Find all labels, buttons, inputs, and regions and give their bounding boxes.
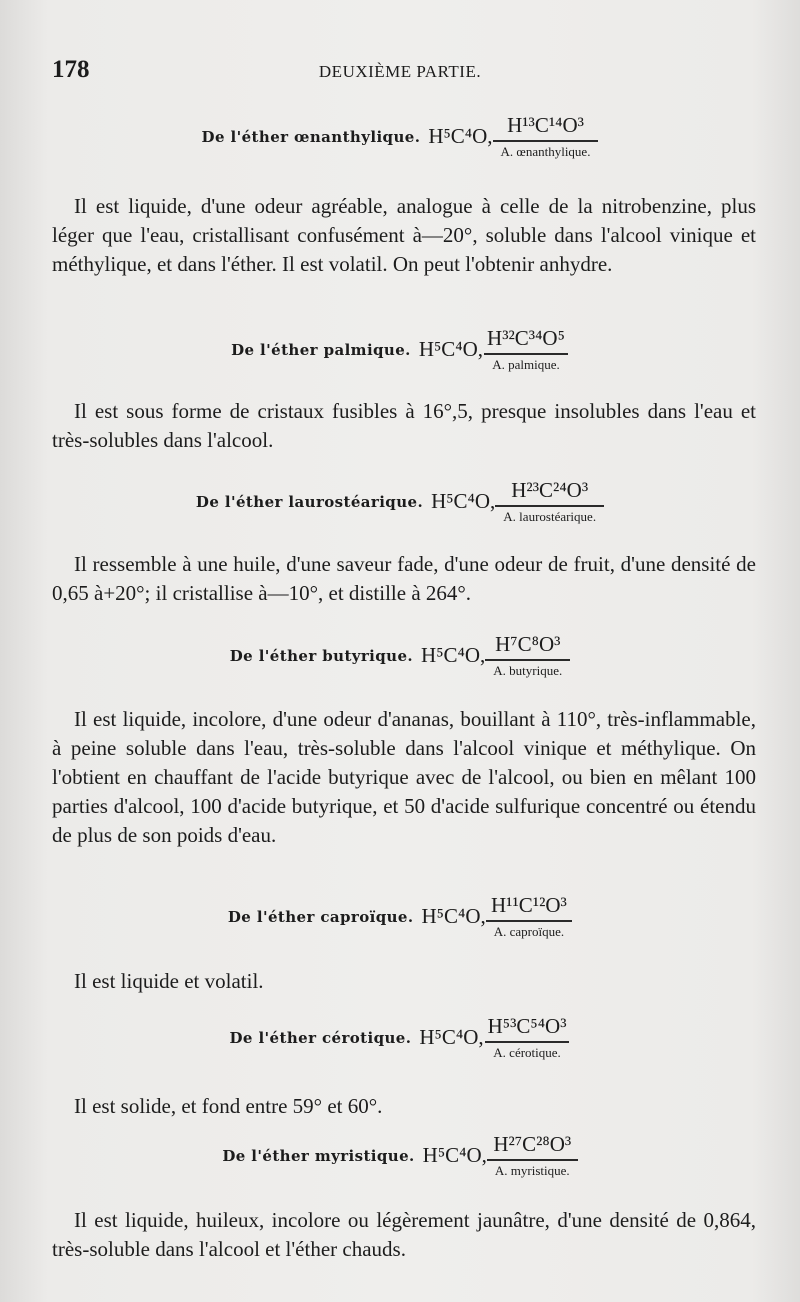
section-paragraph: Il est liquide, incolore, d'une odeur d'ananas, bouillant à 110°, très-inflammable, à peine soluble dans l'eau, très-soluble dans l'alcool vinique et méthylique. On l'obtient en chauffant de l'acide butyrique avec de l'alcool, ou bien en mêlant 100 parties d'alcool, 100 d'acide butyrique, et 50 d'acide sulfurique concentré ou étendu de plus de son poids d'eau. xyxy=(52,707,756,847)
section-title: De l'éther palmique. xyxy=(231,340,411,359)
section-paragraph: Il est solide, et fond entre 59° et 60°. xyxy=(74,1094,383,1118)
section-title: De l'éther œnanthylique. xyxy=(201,127,421,146)
section-title: De l'éther myristique. xyxy=(222,1146,415,1165)
formula-denominator: A. caproïque. xyxy=(486,920,572,940)
formula-numerator: H⁷C⁸O³ xyxy=(495,632,561,656)
formula-prefix: H⁵C⁴O, xyxy=(418,337,484,361)
section-title: De l'éther laurostéarique. xyxy=(195,492,424,511)
formula-fraction xyxy=(495,478,604,525)
formula-numerator: H²⁷C²⁸O³ xyxy=(493,1132,572,1156)
formula-prefix: H⁵C⁴O, xyxy=(421,643,486,667)
formula-denominator: A. cérotique. xyxy=(485,1041,569,1061)
formula-denominator: A. laurostéarique. xyxy=(495,505,604,525)
section-paragraph: Il est liquide et volatil. xyxy=(74,969,264,993)
section-heading-cerotique xyxy=(0,1014,800,1061)
formula-numerator: H⁵³C⁵⁴O³ xyxy=(487,1014,567,1038)
formula-fraction xyxy=(493,113,599,160)
section-heading-laurostearique xyxy=(0,478,800,525)
section-title: De l'éther caproïque. xyxy=(227,907,414,926)
formula-prefix: H⁵C⁴O, xyxy=(421,904,486,928)
formula-prefix: H⁵C⁴O, xyxy=(419,1025,484,1049)
formula-denominator: A. œnanthylique. xyxy=(493,140,599,160)
page-header xyxy=(0,56,800,92)
formula-fraction xyxy=(487,1132,578,1179)
section-heading-caproique xyxy=(0,893,800,940)
formula-denominator: A. butyrique. xyxy=(485,659,570,679)
section-heading-butyrique xyxy=(0,632,800,679)
formula-prefix: H⁵C⁴O, xyxy=(428,124,493,148)
formula-numerator: H¹¹C¹²O³ xyxy=(491,893,567,917)
formula-denominator: A. myristique. xyxy=(487,1159,578,1179)
formula-numerator: H³²C³⁴O⁵ xyxy=(487,326,565,350)
section-paragraph: Il est liquide, d'une odeur agréable, analogue à celle de la nitrobenzine, plus léger que l'eau, cristallisant confusément à—20°, soluble dans l'alcool vinique et méthylique, et dans l'éther. Il est volatil. On peut l'obtenir anhydre. xyxy=(52,194,756,276)
section-heading-palmique xyxy=(0,326,800,373)
section-heading-oenanthylique xyxy=(0,113,800,160)
running-head: DEUXIÈME PARTIE. xyxy=(318,62,482,81)
formula-numerator: H²³C²⁴O³ xyxy=(511,478,589,502)
formula-fraction xyxy=(485,632,570,679)
formula-denominator: A. palmique. xyxy=(484,353,568,373)
formula-fraction xyxy=(483,326,569,373)
formula-fraction xyxy=(484,1014,571,1061)
section-title: De l'éther cérotique. xyxy=(229,1028,412,1047)
formula-numerator: H¹³C¹⁴O³ xyxy=(507,113,584,137)
formula-fraction xyxy=(486,893,572,940)
page-number: 178 xyxy=(52,56,90,83)
section-paragraph: Il est sous forme de cristaux fusibles à 16°,5, presque insolubles dans l'eau et très-solubles dans l'alcool. xyxy=(52,399,756,452)
section-paragraph: Il ressemble à une huile, d'une saveur fade, d'une odeur de fruit, d'une densité de 0,65 à+20°; il cristallise à—10°, et distille à 264°. xyxy=(52,552,756,605)
section-heading-myristique xyxy=(0,1132,800,1179)
formula-prefix: H⁵C⁴O, xyxy=(431,489,496,513)
formula-prefix: H⁵C⁴O, xyxy=(422,1143,487,1167)
section-title: De l'éther butyrique. xyxy=(229,646,414,665)
section-paragraph: Il est liquide, huileux, incolore ou légèrement jaunâtre, d'une densité de 0,864, très-soluble dans l'alcool et l'éther chauds. xyxy=(52,1208,756,1261)
